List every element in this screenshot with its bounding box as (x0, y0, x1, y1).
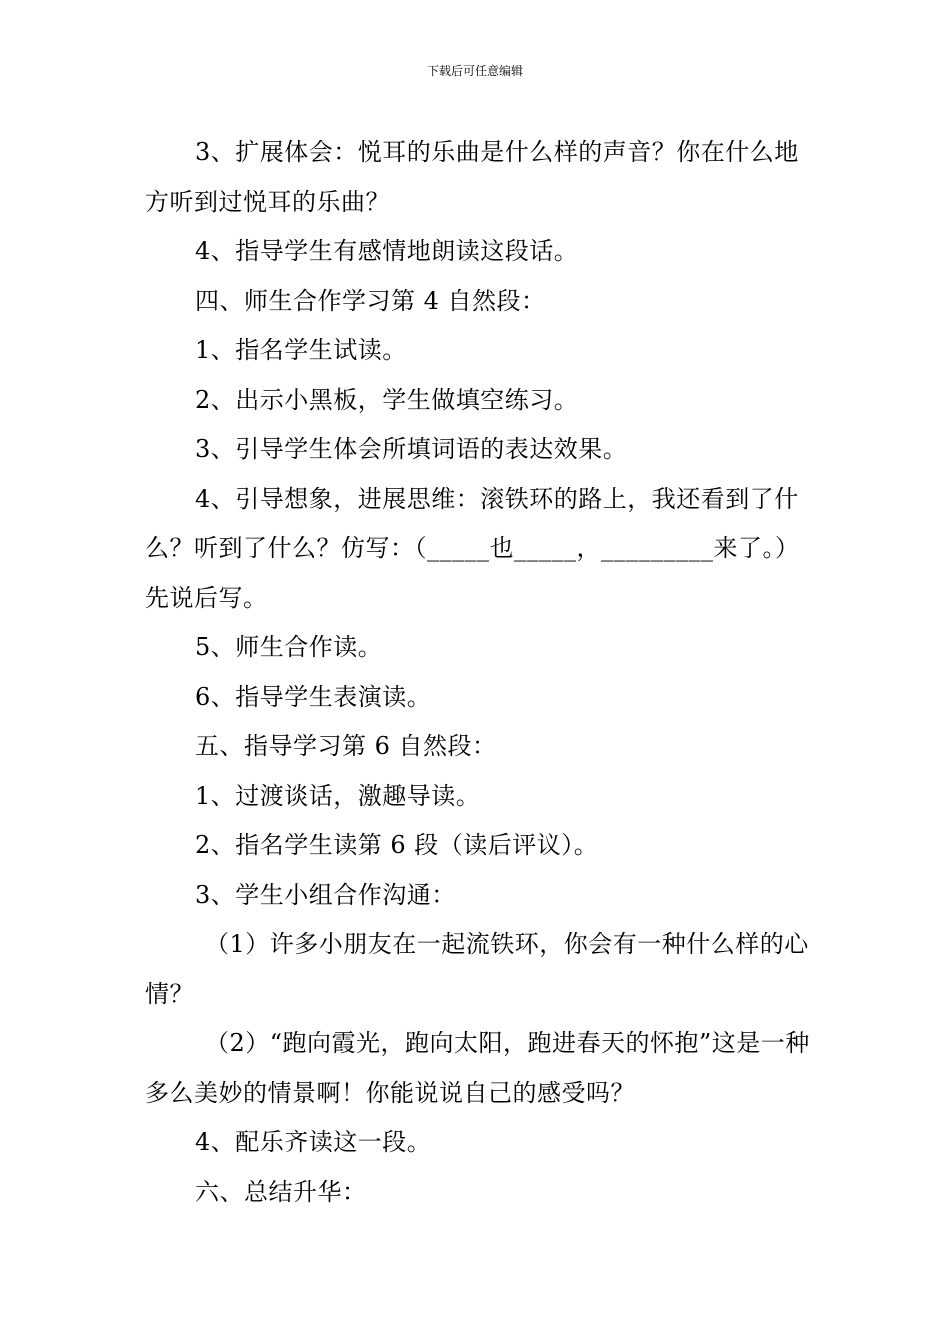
sub-paragraph: （1）许多小朋友在一起流铁环，你会有一种什么样的心情？ (145, 930, 809, 1008)
paragraph: 3、引导学生体会所填词语的表达效果。 (195, 435, 628, 463)
paragraph: 6、指导学生表演读。 (195, 682, 432, 711)
paragraph: 3、学生小组合作沟通： (195, 880, 456, 909)
paragraph: 1、指名学生试读。 (195, 336, 407, 364)
paragraph: 5、师生合作读。 (195, 633, 383, 661)
paragraph: 4、指导学生有感情地朗读这段话。 (195, 237, 579, 265)
paragraph: 4、配乐齐读这一段。 (195, 1128, 432, 1156)
sub-paragraph: （2）“跑向霞光，跑向太阳，跑进春天的怀抱”这是一种多么美妙的情景啊！你能说说自己的感受吗？ (145, 1029, 810, 1107)
paragraph: 1、过渡谈话，激趣导读。 (195, 781, 481, 810)
page-header: 下载后可任意编辑 (426, 64, 523, 78)
section-heading: 六、总结升华： (195, 1177, 367, 1206)
paragraph: 2、指名学生读第 6 段（读后评议）。 (195, 831, 599, 859)
section-heading: 四、师生合作学习第 4 自然段： (195, 286, 546, 315)
section-heading: 五、指导学习第 6 自然段： (195, 732, 497, 760)
paragraph: 2、出示小黑板，学生做填空练习。 (195, 385, 579, 414)
document-body (145, 128, 815, 1217)
paragraph: 4、引导想象，进展思维：滚铁环的路上，我还看到了什么？听到了什么？仿写：（_____也_____，_________来了。）先说后写。 (145, 484, 800, 612)
paragraph: 3、扩展体会：悦耳的乐曲是什么样的声音？你在什么地方听到过悦耳的乐曲？ (145, 138, 799, 216)
